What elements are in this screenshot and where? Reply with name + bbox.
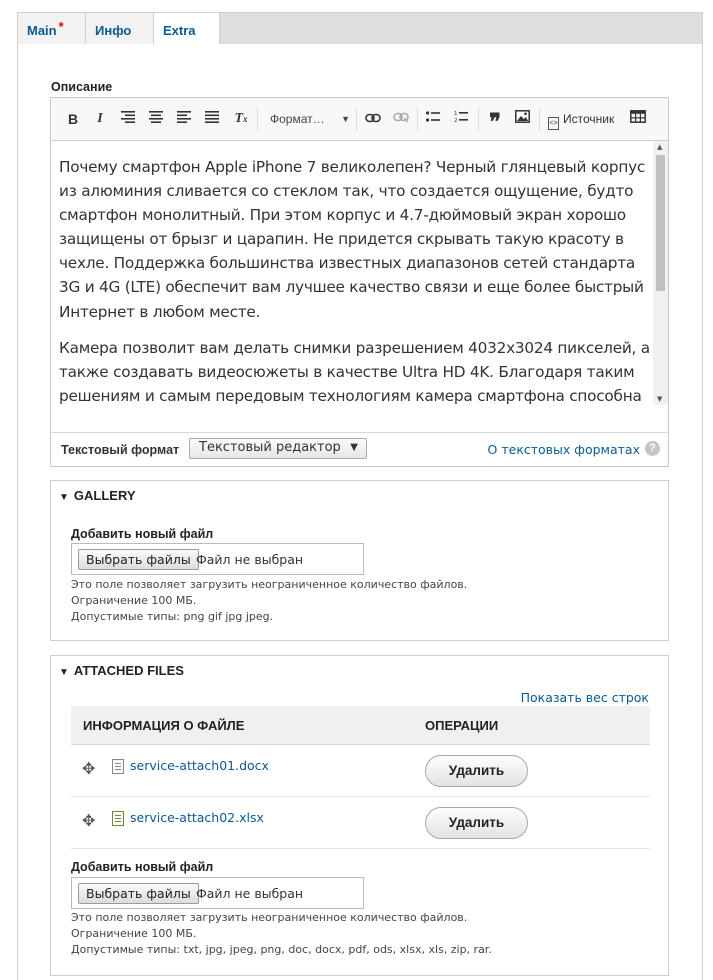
table-icon[interactable]: [629, 109, 647, 129]
attached-description: [71, 910, 492, 958]
description-line: Допустимые типы: png gif jpg jpeg.: [71, 610, 274, 623]
gallery-title: GALLERY: [73, 488, 136, 503]
gallery-fieldset: [50, 480, 669, 641]
caret-down-icon: ▼: [341, 114, 350, 124]
numbered-list-icon[interactable]: [453, 109, 469, 129]
tab-info[interactable]: [86, 13, 154, 45]
source-icon: <>: [548, 117, 559, 130]
collapse-triangle-icon: ▼: [59, 492, 69, 503]
toolbar-separator: [257, 108, 258, 130]
blockquote-icon[interactable]: ❞: [489, 109, 501, 134]
description-label: Описание: [51, 80, 113, 94]
attached-files-fieldset: [50, 655, 669, 976]
gallery-file-status: Файл не выбран: [196, 552, 304, 567]
attached-file-input[interactable]: [71, 877, 364, 909]
tab-info-label: Инфо: [95, 23, 132, 38]
delete-button[interactable]: Удалить: [425, 755, 528, 787]
text-format-row: [51, 432, 668, 466]
bold-icon[interactable]: B: [67, 111, 79, 127]
editor-content[interactable]: [51, 141, 668, 405]
tab-extra-label: Extra: [163, 23, 196, 38]
toolbar-separator: [478, 108, 479, 130]
help-icon[interactable]: ?: [645, 441, 660, 456]
caret-down-icon: ▼: [350, 442, 358, 453]
text-format-select[interactable]: [189, 438, 367, 459]
align-justify-icon[interactable]: [204, 109, 220, 129]
table-row: [71, 797, 650, 849]
column-header-operations: ОПЕРАЦИИ: [425, 718, 499, 733]
gallery-toggle[interactable]: [59, 488, 136, 503]
description-line: Ограничение 100 МБ.: [71, 594, 197, 607]
content-paragraph: Камера позволит вам делать снимки разрешением 4032x3024 пикселей, а также создавать видеосюжеты в качестве Ultra HD 4K. Благодаря таким решениям и самым передовым технологиям камера смартфона способна: [59, 338, 650, 405]
scroll-down-icon[interactable]: ▼: [657, 395, 663, 403]
table-header: [71, 706, 650, 745]
description-line: Допустимые типы: txt, jpg, jpeg, png, doc, docx, pdf, ods, xlsx, xls, zip, rar.: [71, 943, 492, 956]
image-icon[interactable]: [514, 109, 530, 129]
text-format-help-link[interactable]: О текстовых форматах: [487, 442, 640, 457]
align-left-icon[interactable]: [176, 109, 192, 129]
remove-format-icon[interactable]: Tx: [234, 111, 248, 126]
collapse-triangle-icon: ▼: [59, 667, 69, 678]
spreadsheet-file-icon: [112, 811, 124, 826]
attached-file-status: Файл не выбран: [196, 886, 304, 901]
toolbar-separator: [356, 108, 357, 130]
tab-main[interactable]: [18, 13, 86, 45]
italic-icon[interactable]: I: [97, 111, 103, 126]
source-label: Источник: [563, 112, 615, 126]
text-format-selected: Текстовый редактор: [199, 440, 341, 455]
attached-files-table: [71, 706, 650, 849]
toolbar-separator: [539, 108, 540, 130]
attached-choose-files-button[interactable]: Выбрать файлы: [78, 883, 199, 904]
scroll-up-icon[interactable]: ▲: [657, 143, 663, 151]
tab-main-label: Main: [27, 23, 57, 38]
gallery-add-file-label: Добавить новый файл: [71, 527, 214, 541]
tab-bar: [17, 12, 703, 45]
format-dropdown-label: Формат…: [270, 112, 325, 126]
editor-scrollbar[interactable]: [653, 141, 668, 405]
file-link[interactable]: service-attach01.docx: [130, 758, 269, 773]
text-format-label: Текстовый формат: [61, 443, 180, 457]
column-header-file-info: ИНФОРМАЦИЯ О ФАЙЛЕ: [83, 718, 245, 733]
svg-text:1: 1: [454, 111, 458, 117]
svg-text:2: 2: [454, 118, 458, 123]
gallery-choose-files-button[interactable]: Выбрать файлы: [78, 549, 199, 570]
tab-extra[interactable]: [154, 13, 220, 47]
file-link[interactable]: service-attach02.xlsx: [130, 810, 264, 825]
toolbar-separator: [417, 108, 418, 130]
link-icon[interactable]: [364, 109, 382, 129]
gallery-file-input[interactable]: [71, 543, 364, 575]
description-line: Это поле позволяет загрузить неограниченное количество файлов.: [71, 911, 468, 924]
rich-text-editor: [50, 97, 669, 467]
table-row: [71, 745, 650, 797]
scrollbar-thumb[interactable]: [656, 155, 665, 291]
required-marker: *: [58, 19, 64, 34]
attached-files-toggle[interactable]: [59, 663, 184, 678]
show-row-weights-link[interactable]: Показать вес строк: [520, 690, 649, 705]
attached-files-title: ATTACHED FILES: [73, 663, 184, 678]
document-file-icon: [112, 759, 124, 774]
align-center-icon[interactable]: [148, 109, 164, 129]
unlink-icon[interactable]: [392, 109, 410, 129]
drag-handle-icon[interactable]: ✥: [82, 759, 96, 778]
delete-button[interactable]: Удалить: [425, 807, 528, 839]
content-paragraph: Почему смартфон Apple iPhone 7 великолепен? Черный глянцевый корпус из алюминия сливается со стеклом так, что создается ощущение, будто смартфон монолитный. При этом корпус и 4.7-дюймовый экран хорошо защищены от брызг и царапин. Не придется скрывать такую красоту в чехле. Поддержка большинства известных диапазонов сетей стандарта 3G и 4G (LTE) обеспечит вам лучшее качество связи и еще более быстрый Интернет в любом месте.: [59, 158, 646, 321]
attached-add-file-label: Добавить новый файл: [71, 860, 214, 874]
align-right-icon[interactable]: [120, 109, 136, 129]
drag-handle-icon[interactable]: ✥: [82, 811, 96, 830]
description-line: Ограничение 100 МБ.: [71, 927, 197, 940]
bulleted-list-icon[interactable]: [425, 109, 441, 129]
format-dropdown[interactable]: [264, 109, 354, 129]
editor-toolbar: [51, 98, 668, 141]
gallery-description: [71, 577, 467, 625]
source-button[interactable]: [548, 109, 614, 129]
description-line: Это поле позволяет загрузить неограниченное количество файлов.: [71, 578, 468, 591]
